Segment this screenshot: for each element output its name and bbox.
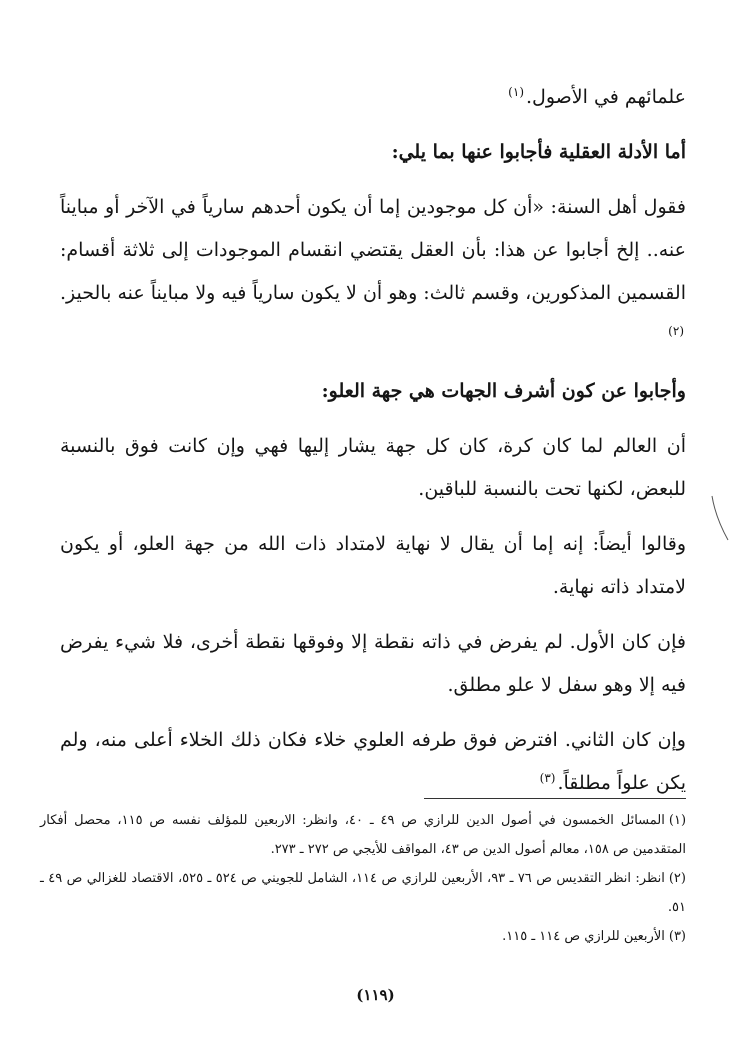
footnote bbox=[40, 864, 686, 922]
footnote-divider bbox=[424, 798, 686, 799]
footnotes bbox=[40, 806, 686, 951]
footnote bbox=[40, 806, 686, 864]
footnote-ref: (١) bbox=[508, 84, 524, 99]
paragraph: وقالوا أيضاً: إنه إما أن يقال لا نهاية لامتداد ذات الله من جهة العلو، أو يكون لامتداد ذاته نهاية. bbox=[60, 533, 686, 598]
footnote-text: انظر: انظر التقديس ص ٧٦ ـ ٩٣، الأربعين للرازي ص ١١٤، الشامل للجويني ص ٥٢٤ ـ ٥٢٥، الاقتصاد للغزالي ص ٤٩ ـ ٥١. bbox=[40, 871, 686, 915]
paragraph: فقول أهل السنة: «أن كل موجودين إما أن يكون أحدهم سارياً في الآخر أو مبايناً عنه.. إلخ أجابوا عن هذا: بأن العقل يقتضي انقسام الموجودات إلى ثلاثة أقسام: القسمين المذكورين، وقسم ثالث: وهو أن لا يكون سارياً فيه ولا مبايناً عنه بالحيز.$^{(٢)}$ bbox=[60, 196, 686, 338]
paragraph: وإن كان الثاني. افترض فوق طرفه العلوي خلاء فكان ذلك الخلاء أعلى منه، ولم يكن علواً مطلقاً.$^{(٣)}$ bbox=[60, 729, 686, 794]
paragraph: أن العالم لما كان كرة، كان كل جهة يشار إليها فهي وإن كانت فوق بالنسبة للبعض، لكنها تحت بالنسبة للباقين. bbox=[60, 435, 686, 500]
margin-mark bbox=[708, 494, 732, 544]
page-number: (١١٩) bbox=[356, 986, 395, 1004]
footnote bbox=[40, 922, 686, 951]
footnote-number: (١) bbox=[668, 813, 687, 828]
footnote-ref: (٢) bbox=[668, 323, 684, 338]
footnote-text: الأربعين للرازي ص ١١٤ ـ ١١٥. bbox=[502, 929, 665, 944]
main-text bbox=[60, 76, 686, 817]
footnote-ref: (٣) bbox=[539, 770, 556, 785]
footnote-text: المسائل الخمسون في أصول الدين للرازي ص ٤٩ ـ ٤٠، وانظر: الاربعين للمؤلف نفسه ص ١١٥، محصل أفكار المتقدمين ص ١٥٨، معالم أصول الدين ص ٤٣، المواقف للأيجي ص ٢٧٢ ـ ٢٧٣. bbox=[40, 813, 686, 857]
section-heading: وأجابوا عن كون أشرف الجهات هي جهة العلو: bbox=[321, 380, 686, 402]
paragraph: علمائهم في الأصول.$^{(١)}$ bbox=[508, 84, 686, 108]
footnote-number: (٣) bbox=[668, 929, 686, 944]
footnote-number: (٢) bbox=[668, 871, 686, 886]
paragraph: فإن كان الأول. لم يفرض في ذاته نقطة إلا وفوقها نقطة أخرى، فلا شيء يفرض فيه إلا وهو سفل لا علو مطلق. bbox=[60, 631, 686, 696]
section-heading: أما الأدلة العقلية فأجابوا عنها بما يلي: bbox=[391, 141, 686, 163]
